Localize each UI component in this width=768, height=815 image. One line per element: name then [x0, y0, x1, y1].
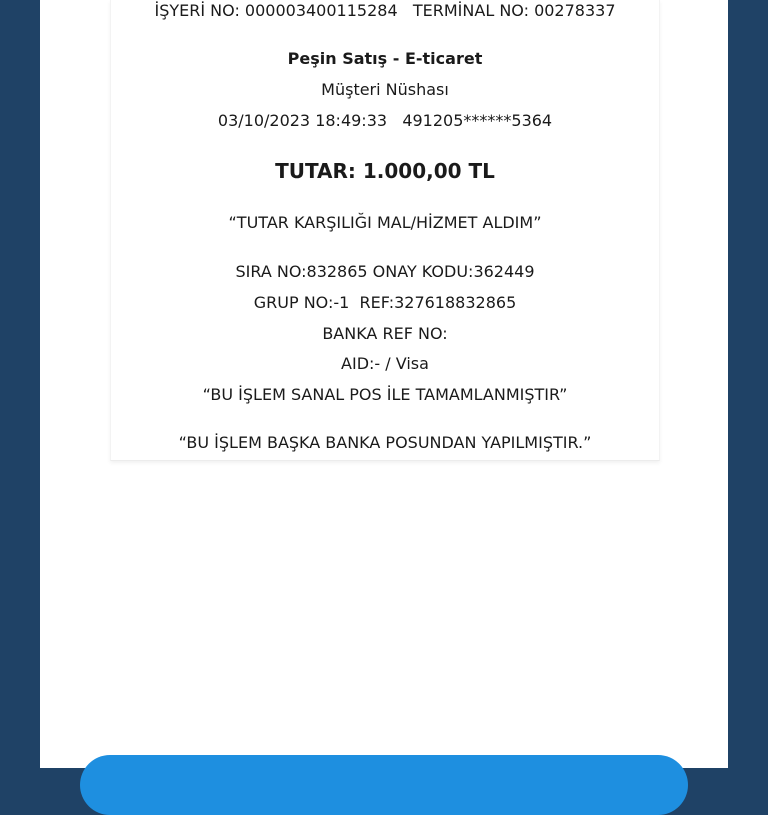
transaction-type: Peşin Satış - E-ticaret: [287, 49, 483, 68]
sequence-approval-line: SIRA NO:832865 ONAY KODU:362449: [235, 262, 535, 281]
datetime-card-number: 03/10/2023 18:49:33 491205******5364: [217, 111, 553, 130]
total-amount: TUTAR: 1.000,00 TL: [275, 159, 495, 183]
receipt-screen: [40, 0, 728, 768]
aid-line: AID:- / Visa: [341, 354, 429, 373]
copy-label: Müşteri Nüshası: [321, 80, 449, 99]
merchant-terminal-line: İŞYERİ NO: 000003400115284 TERMİNAL NO: 00278337: [154, 1, 616, 20]
virtual-pos-note: “BU İŞLEM SANAL POS İLE TAMAMLANMIŞTIR”: [202, 385, 568, 404]
action-button[interactable]: [80, 755, 688, 815]
receipt-card: [110, 0, 660, 461]
other-bank-note: “BU İŞLEM BAŞKA BANKA POSUNDAN YAPILMIŞTIR.”: [178, 433, 592, 452]
bank-ref-line: BANKA REF NO:: [322, 324, 448, 343]
acknowledgement-text: “TUTAR KARŞILIĞI MAL/HİZMET ALDIM”: [228, 213, 542, 232]
group-ref-line: GRUP NO:-1 REF:327618832865: [253, 293, 517, 312]
